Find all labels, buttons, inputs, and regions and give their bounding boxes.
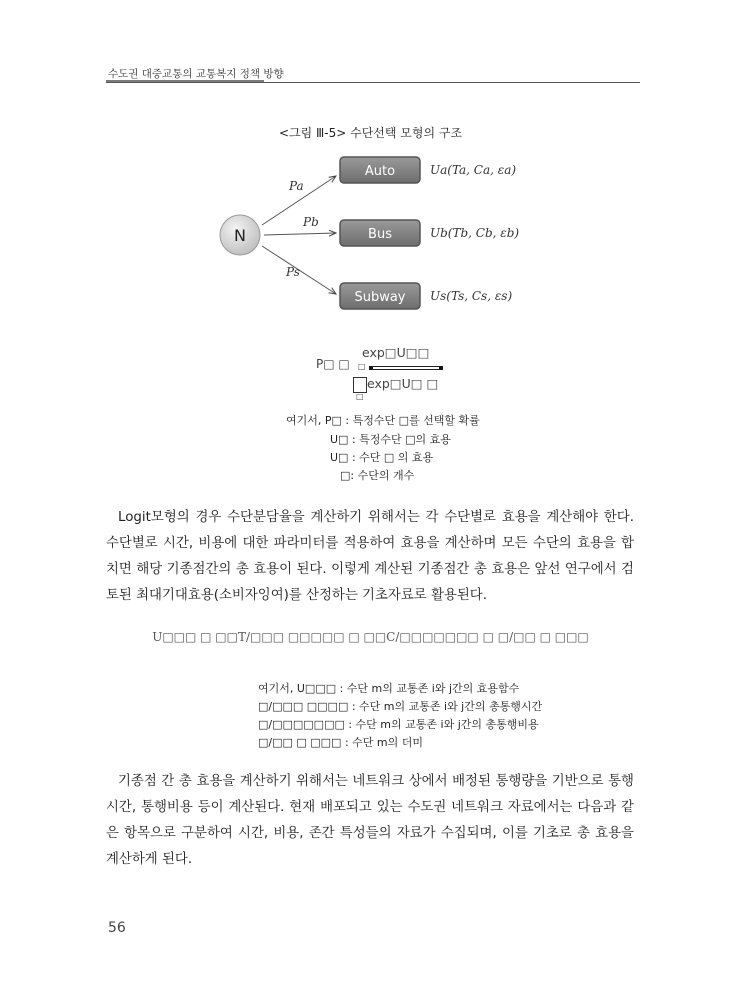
definition-line: □/□□□□□□□ : 수단 m의 교통존 i와 j간의 총통행비용 bbox=[258, 718, 539, 731]
definition-line: U□ : 특정수단 □의 효용 bbox=[330, 433, 451, 446]
definition-line: □/□□ □ □□□ : 수단 m의 더미 bbox=[258, 736, 423, 749]
body-paragraph-2: 기종점 간 총 효용을 계산하기 위해서는 네트워크 상에서 배정된 통행량을 기반으로 통행시간, 통행비용 등이 계산된다. 현재 배포되고 있는 수도권 네트워크 자료에서는 다음과 같은 항목으로 구분하여 시간, 비용, 존간 특성들의 자료가 수집되며, 이를 기초로 총 효용을 계산하게 된다. bbox=[106, 774, 634, 867]
equation1-lhs: P□ □ bbox=[316, 357, 350, 371]
utility-bus: Ub(Tb, Cb, εb) bbox=[430, 226, 520, 240]
equation1-sum-index-bottom: □ bbox=[356, 392, 364, 401]
definition-line: U□ : 수단 □ 의 효용 bbox=[330, 451, 434, 464]
mode-label-bus: Bus bbox=[368, 227, 392, 242]
equation2: U□□□ □ □□T/□□□ □□□□□ □ □□C/□□□□□□□ □ □/□□ □ □□□ bbox=[152, 630, 589, 644]
arrow-to-bus bbox=[264, 233, 336, 235]
utility-subway: Us(Ts, Cs, εs) bbox=[430, 289, 513, 303]
prob-label-bus: Pb bbox=[303, 215, 319, 229]
definition-line: 여기서, P□ : 특정수단 □를 선택할 확률 bbox=[286, 414, 480, 427]
equation1-numerator: exp□U□□ bbox=[362, 345, 430, 360]
definition-line: □: 수단의 개수 bbox=[340, 469, 415, 482]
prob-label-subway: Ps bbox=[286, 265, 300, 279]
equation1-sum-symbol bbox=[353, 377, 367, 393]
mode-label-subway: Subway bbox=[354, 290, 406, 305]
body-paragraph-1: Logit모형의 경우 수단분담율을 계산하기 위해서는 각 수단별로 효용을 계산해야 한다. 수단별로 시간, 비용에 대한 파라미터를 적용하여 효용을 계산하며 모든 수단의 효용을 합치면 해당 기종점간의 총 효용이 된다. 이렇게 계산된 기종점간 총 효용은 앞선 연구에서 검토된 최대기대효용(소비자잉여)를 산정하는 기초자료로 활용된다. bbox=[106, 510, 634, 603]
prob-label-auto: Pa bbox=[289, 179, 304, 193]
page-number: 56 bbox=[108, 920, 126, 936]
mode-label-auto: Auto bbox=[364, 164, 396, 179]
figure-caption: <그림 Ⅲ-5> 수단선택 모형의 구조 bbox=[278, 126, 463, 140]
mode-choice-diagram bbox=[0, 0, 741, 330]
equation1-fraction-bar bbox=[369, 366, 443, 370]
definition-line: □/□□□ □□□□ : 수단 m의 교통존 i와 j간의 총통행시간 bbox=[258, 700, 543, 713]
page-header-title: 수도권 대중교통의 교통복지 정책 방향 bbox=[108, 68, 284, 80]
origin-node-label: N bbox=[234, 226, 246, 245]
utility-auto: Ua(Ta, Ca, εa) bbox=[430, 163, 517, 177]
equation1-denominator: exp□U□ □ bbox=[367, 376, 439, 391]
equation1-sum-index-top: □ bbox=[358, 362, 366, 371]
definition-line: 여기서, U□□□ : 수단 m의 교통존 i와 j간의 효용함수 bbox=[258, 682, 520, 695]
